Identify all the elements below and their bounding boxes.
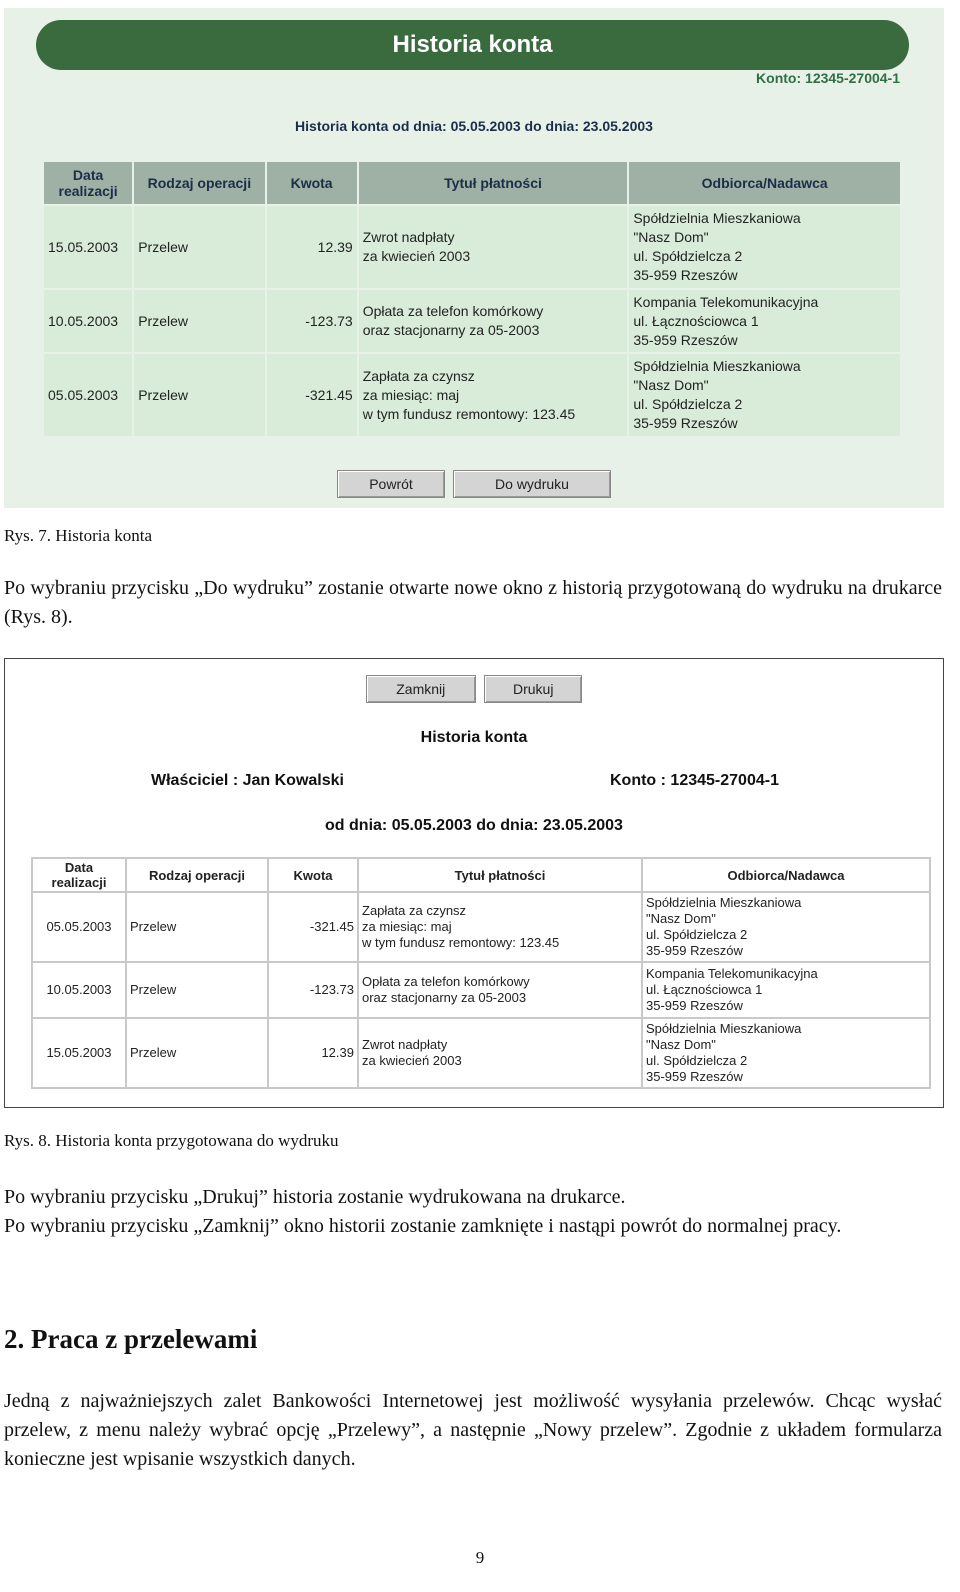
- table-row: [32, 1018, 930, 1088]
- action-buttons: [4, 470, 944, 498]
- cell-type: Przelew: [134, 354, 264, 436]
- print-title: Historia konta: [420, 729, 528, 746]
- title-line: oraz stacjonarny za 05-2003: [362, 990, 527, 1005]
- table-row: [44, 290, 900, 352]
- account-number: Konto : 12345-27004-1: [610, 772, 779, 789]
- title-line: Zwrot nadpłaty: [362, 229, 455, 245]
- party-line: Spółdzielnia Mieszkaniowa: [633, 358, 801, 374]
- party-line: Spółdzielnia Mieszkaniowa: [646, 895, 802, 910]
- cell-amount: 12.39: [267, 206, 357, 288]
- figure-8-caption: Rys. 8. Historia konta przygotowana do wydruku: [4, 1131, 339, 1150]
- cell-title: [358, 892, 642, 962]
- title-line: Zapłata za czynsz: [362, 903, 467, 918]
- table-row: [32, 892, 930, 962]
- page-number: 9: [475, 1548, 485, 1567]
- cell-party: [629, 290, 900, 352]
- cell-title: [358, 962, 642, 1018]
- section-heading: 2. Praca z przelewami: [4, 1324, 258, 1354]
- cell-amount: -321.45: [267, 354, 357, 436]
- close-button[interactable]: Zamknij: [366, 675, 476, 703]
- cell-party: [629, 206, 900, 288]
- paragraph-print: Po wybraniu przycisku „Drukuj” historia zostanie wydrukowana na drukarce.: [4, 1186, 626, 1208]
- title-line: Opłata za telefon komórkowy: [362, 974, 530, 989]
- party-line: 35-959 Rzeszów: [646, 998, 743, 1013]
- col-header-date: Data realizacji: [32, 858, 126, 892]
- cell-date: 10.05.2003: [32, 962, 126, 1018]
- cell-date: 05.05.2003: [44, 354, 132, 436]
- cell-party: [642, 892, 930, 962]
- title-line: Zapłata za czynsz: [362, 367, 475, 384]
- col-header-amount: Kwota: [268, 858, 358, 892]
- table-row: [44, 354, 900, 436]
- cell-type: Przelew: [134, 290, 264, 352]
- cell-amount: 12.39: [268, 1018, 358, 1088]
- col-header-type: Rodzaj operacji: [126, 858, 268, 892]
- table-row: [32, 962, 930, 1018]
- account-number: Konto: 12345-27004-1: [756, 70, 900, 86]
- cell-type: Przelew: [126, 962, 268, 1018]
- party-line: ul. Łącznościowca 1: [633, 312, 759, 329]
- party-line: 35-959 Rzeszów: [633, 267, 738, 283]
- cell-date: 05.05.2003: [32, 892, 126, 962]
- title-line: Opłata za telefon komórkowy: [362, 303, 544, 319]
- print-buttons: [5, 675, 943, 703]
- party-line: 35-959 Rzeszów: [646, 943, 743, 958]
- title-line: za miesiąc: maj: [362, 919, 452, 934]
- cell-type: Przelew: [134, 206, 264, 288]
- party-line: 35-959 Rzeszów: [633, 331, 738, 348]
- cell-amount: -321.45: [268, 892, 358, 962]
- party-line: Spółdzielnia Mieszkaniowa: [633, 210, 801, 226]
- cell-type: Przelew: [126, 892, 268, 962]
- col-header-title: Tytuł płatności: [359, 162, 628, 204]
- party-line: "Nasz Dom": [646, 911, 716, 926]
- cell-party: [642, 1018, 930, 1088]
- cell-title: [358, 1018, 642, 1088]
- party-line: ul. Łącznościowca 1: [646, 982, 763, 997]
- figure-7-caption: Rys. 7. Historia konta: [4, 526, 153, 545]
- date-range: od dnia: 05.05.2003 do dnia: 23.05.2003: [325, 817, 623, 834]
- col-header-party: Odbiorca/Nadawca: [642, 858, 930, 892]
- col-header-amount: Kwota: [267, 162, 357, 204]
- party-line: ul. Spółdzielcza 2: [646, 1053, 748, 1068]
- cell-date: 15.05.2003: [32, 1018, 126, 1088]
- printable-history-screenshot: [4, 658, 944, 1108]
- cell-party: [629, 354, 900, 436]
- table-header-row: [44, 162, 900, 204]
- party-line: Kompania Telekomunikacyjna: [633, 293, 819, 310]
- party-line: "Nasz Dom": [633, 377, 709, 393]
- title-line: w tym fundusz remontowy: 123.45: [362, 405, 576, 422]
- col-header-title: Tytuł płatności: [358, 858, 642, 892]
- cell-title: [359, 206, 628, 288]
- table-row: [44, 206, 900, 288]
- party-line: Spółdzielnia Mieszkaniowa: [646, 1021, 802, 1036]
- party-line: 35-959 Rzeszów: [646, 1069, 743, 1084]
- title-line: oraz stacjonarny za 05-2003: [362, 322, 540, 338]
- print-view-button[interactable]: Do wydruku: [453, 470, 611, 498]
- cell-amount: -123.73: [267, 290, 357, 352]
- title-line: za kwiecień 2003: [362, 248, 471, 264]
- party-line: "Nasz Dom": [646, 1037, 716, 1052]
- title-line: za miesiąc: maj: [362, 386, 460, 403]
- cell-date: 10.05.2003: [44, 290, 132, 352]
- print-history-rows: [32, 892, 930, 1088]
- cell-type: Przelew: [126, 1018, 268, 1088]
- paragraph-transfers: Jedną z najważniejszych zalet Bankowości Internetowej jest możliwość wysyłania przelewów. Chcąc wysłać przelew, z menu należy wybrać opcję „Przelewy”, a następnie „Nowy przelew”. Zgodnie z układem formularza konieczne jest wpisanie wszystkich danych.: [4, 1390, 942, 1470]
- party-line: ul. Spółdzielcza 2: [646, 927, 748, 942]
- cell-amount: -123.73: [268, 962, 358, 1018]
- table-header-row: [32, 858, 930, 892]
- title-line: w tym fundusz remontowy: 123.45: [362, 935, 560, 950]
- date-range: Historia konta od dnia: 05.05.2003 do dnia: 23.05.2003: [295, 118, 653, 134]
- account-history-screenshot: [4, 8, 944, 508]
- col-header-party: Odbiorca/Nadawca: [629, 162, 900, 204]
- party-line: 35-959 Rzeszów: [633, 415, 738, 431]
- cell-title: [359, 290, 628, 352]
- title-line: Zwrot nadpłaty: [362, 1037, 448, 1052]
- title-line: za kwiecień 2003: [362, 1053, 462, 1068]
- history-table: [42, 160, 902, 438]
- cell-date: 15.05.2003: [44, 206, 132, 288]
- party-line: ul. Spółdzielcza 2: [633, 396, 743, 412]
- party-line: ul. Spółdzielcza 2: [633, 248, 743, 264]
- print-history-table: [31, 857, 931, 1089]
- col-header-type: Rodzaj operacji: [134, 162, 264, 204]
- paragraph-print-view: Po wybraniu przycisku „Do wydruku” zostanie otwarte nowe okno z historią przygotowaną do wydruku na drukarce (Rys. 8).: [4, 577, 942, 628]
- print-button[interactable]: Drukuj: [484, 675, 582, 703]
- party-line: Kompania Telekomunikacyjna: [646, 966, 818, 981]
- col-header-date: Data realizacji: [44, 162, 132, 204]
- paragraph-close: Po wybraniu przycisku „Zamknij” okno historii zostanie zamknięte i nastąpi powrót do normalnej pracy.: [4, 1215, 842, 1237]
- party-line: "Nasz Dom": [633, 229, 709, 245]
- cell-title: [359, 354, 628, 436]
- account-owner: Właściciel : Jan Kowalski: [151, 772, 344, 789]
- history-title-bar: Historia konta: [36, 20, 909, 70]
- cell-party: [642, 962, 930, 1018]
- history-rows: [44, 206, 900, 436]
- back-button[interactable]: Powrót: [337, 470, 445, 498]
